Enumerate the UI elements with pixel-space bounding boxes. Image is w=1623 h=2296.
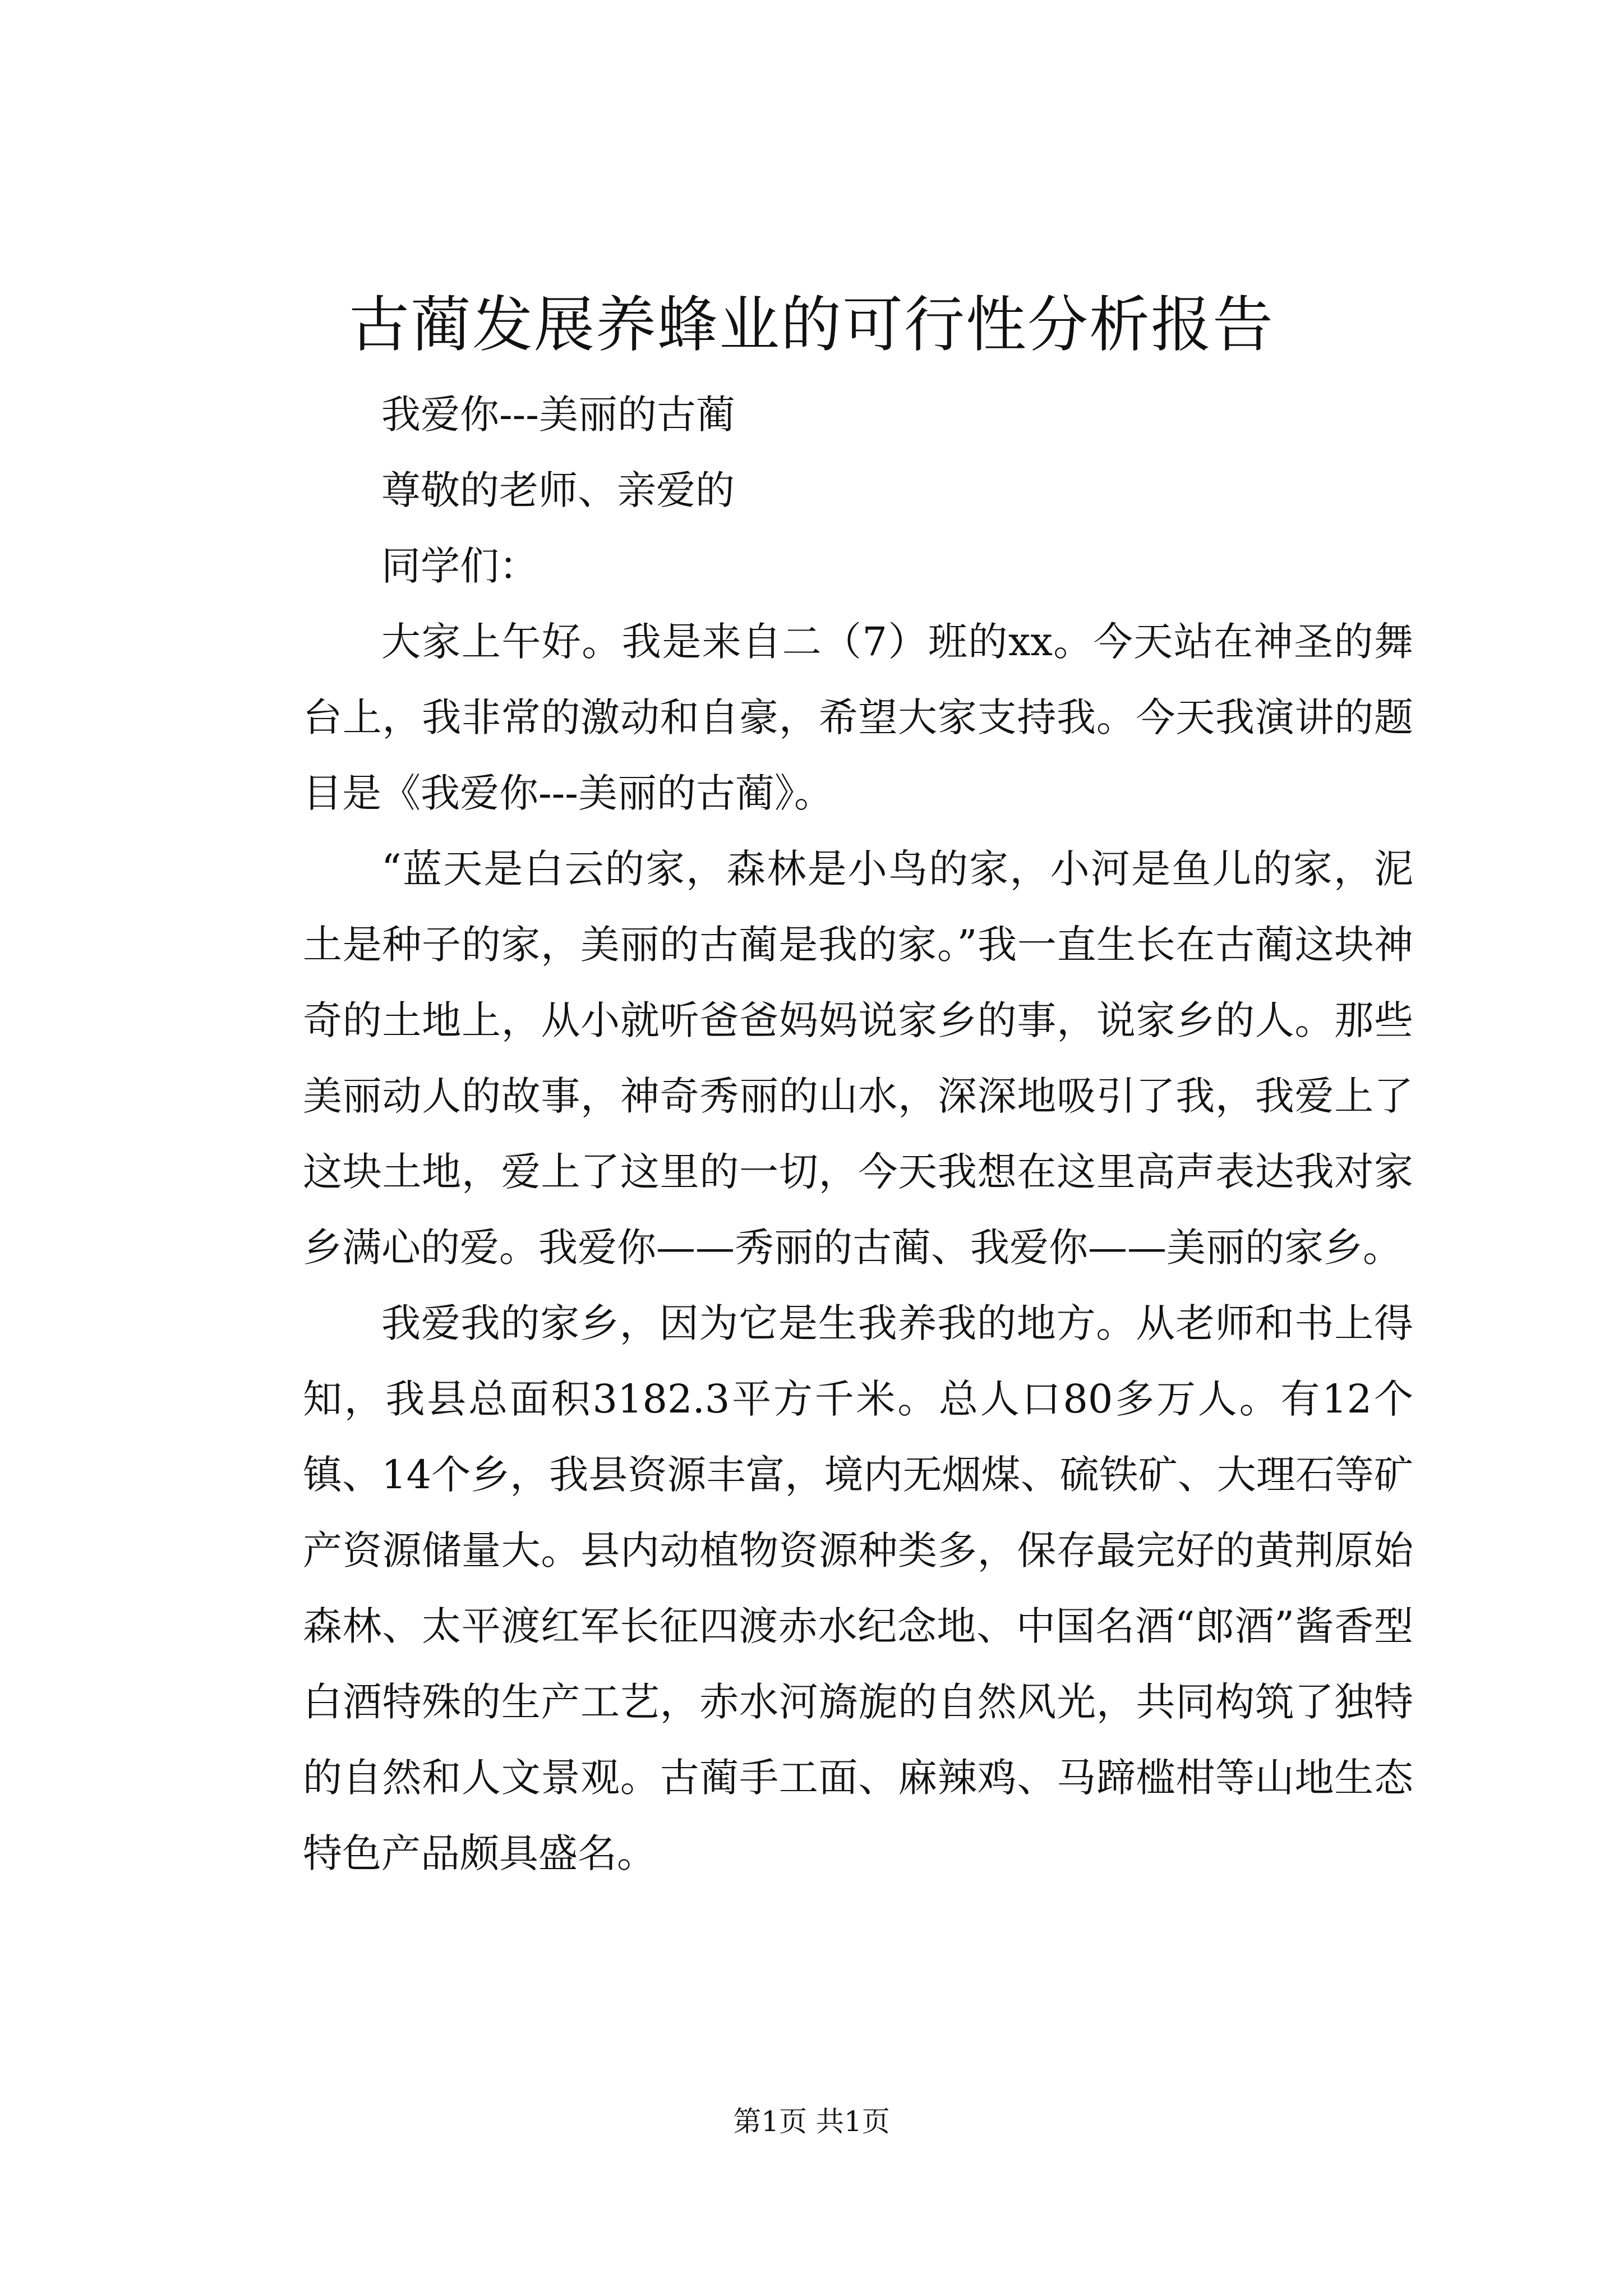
- paragraph-salutation-2: 同学们：: [381, 543, 538, 589]
- document-title: 古蔺发展养蜂业的可行性分析报告: [348, 290, 1274, 360]
- paragraph-speech-title: 我爱你---美丽的古蔺: [381, 392, 735, 438]
- paragraph-home: “蓝天是白云的家，森林是小鸟的家，小河是鱼儿的家，泥土是种子的家，美丽的古蔺是我的家。”我一直生长在古蔺这块神奇的土地上，从小就听爸爸妈妈说家乡的事，说家乡的人。那些美丽动人的故事，神奇秀丽的山水，深深地吸引了我，我爱上了这块土地，爱上了这里的一切，今天我想在这里高声表达我对家乡满心的爱。我爱你——秀丽的古蔺、我爱你——美丽的家乡。: [303, 846, 1413, 1271]
- document-body: [303, 377, 1413, 1892]
- paragraph-salutation-1: 尊敬的老师、亲爱的: [381, 467, 735, 513]
- page-footer: 第1页 共1页: [733, 2105, 890, 2138]
- paragraph-greeting: 大家上午好。我是来自二（7）班的xx。今天站在神圣的舞台上，我非常的激动和自豪，希望大家支持我。今天我演讲的题目是《我爱你---美丽的古蔺》。: [303, 619, 1413, 816]
- paragraph-county-facts: 我爱我的家乡，因为它是生我养我的地方。从老师和书上得知，我县总面积3182.3平方千米。总人口80多万人。有12个镇、14个乡，我县资源丰富，境内无烟煤、硫铁矿、大理石等矿产资源储量大。县内动植物资源种类多，保存最完好的黄荆原始森林、太平渡红军长征四渡赤水纪念地、中国名酒“郎酒”酱香型白酒特殊的生产工艺，赤水河旖旎的自然风光，共同构筑了独特的自然和人文景观。古蔺手工面、麻辣鸡、马蹄槛柑等山地生态特色产品颇具盛名。: [303, 1300, 1413, 1876]
